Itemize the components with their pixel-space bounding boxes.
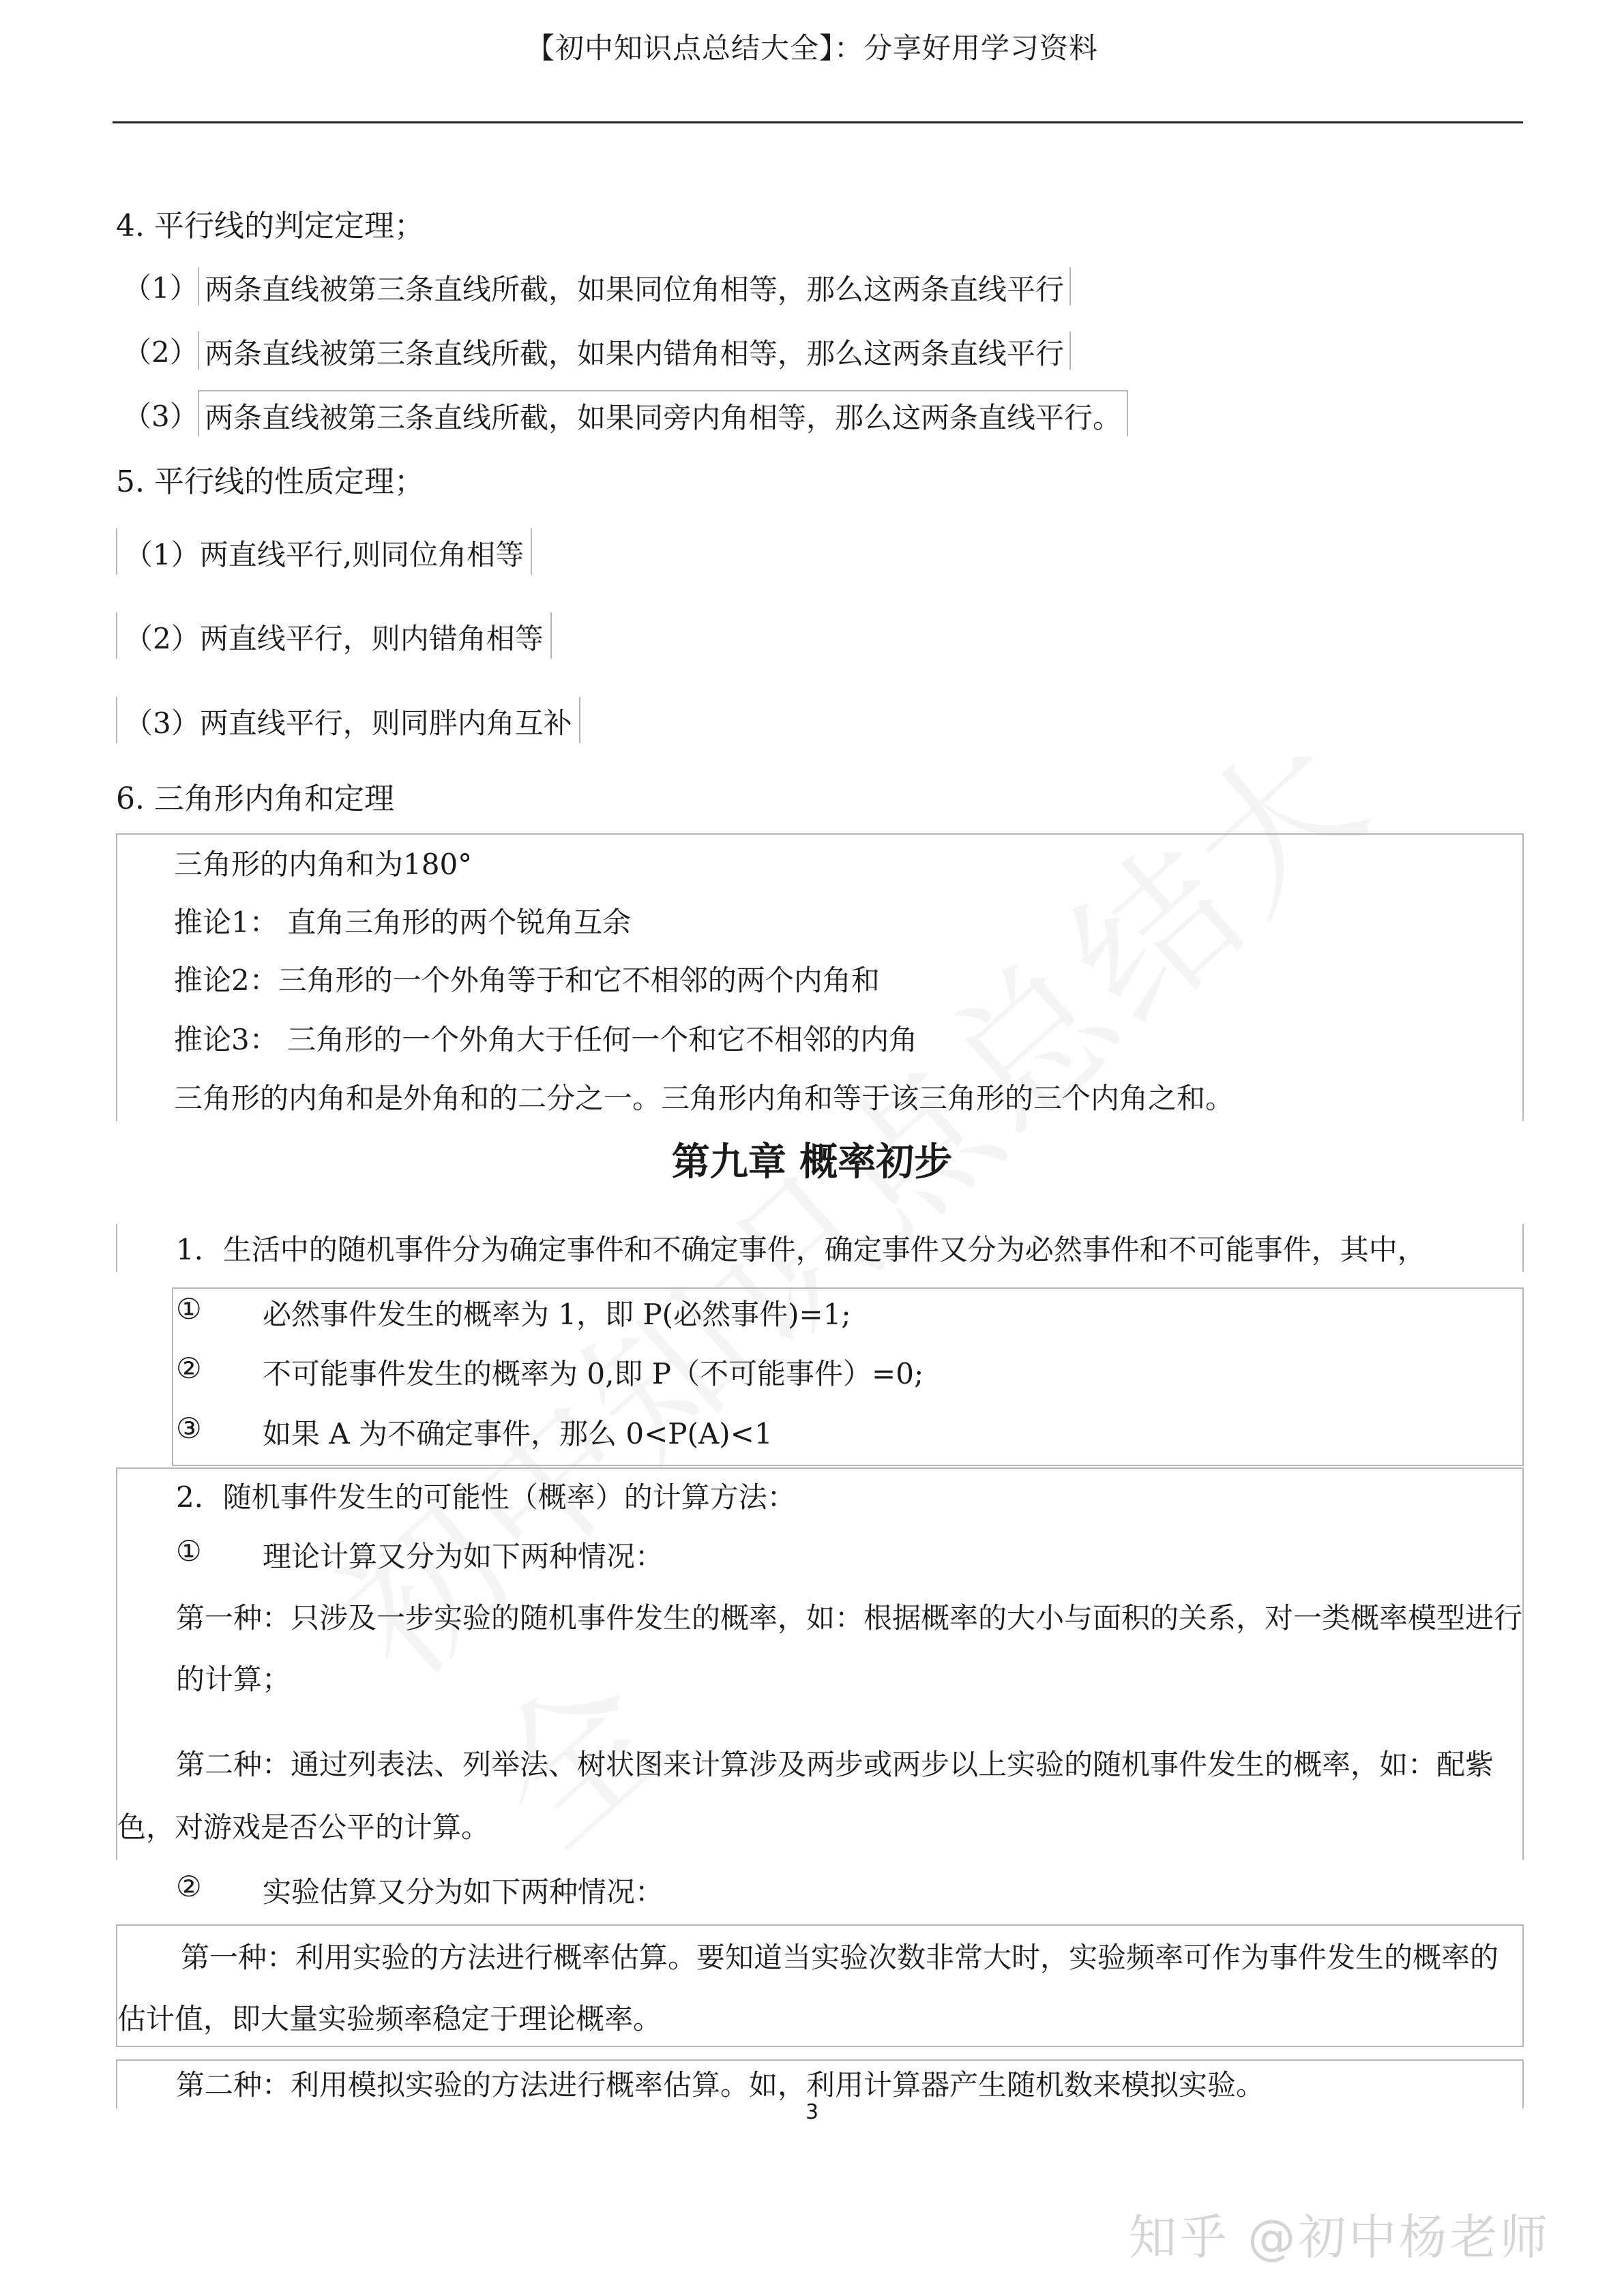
section-6-title: 6. 三角形内角和定理 <box>116 781 394 816</box>
ch9-p1-item-3: 如果 A 为不确定事件，那么 0<P(A)<1 <box>263 1417 773 1450</box>
ch9-p2-exp1-a: 第一种：利用实验的方法进行概率估算。要知道当实验次数非常大时，实验频率可作为事件发生的概率的 <box>181 1941 1499 1974</box>
ch9-p1-item-1-num: ① <box>176 1292 202 1326</box>
section-4-title: 4. 平行线的判定定理； <box>116 209 424 243</box>
page-number: 3 <box>805 2100 819 2124</box>
ch9-p2-first-b: 的计算； <box>176 1663 291 1696</box>
s4-item-2-num: （2） <box>123 336 198 369</box>
ch9-p2-first-a: 第一种：只涉及一步实验的随机事件发生的概率，如：根据概率的大小与面积的关系，对一类概率模型进行 <box>176 1601 1523 1635</box>
s5-item-1 <box>116 528 532 575</box>
chapter-title: 第九章 概率初步 <box>671 1139 953 1184</box>
section-5-title: 5. 平行线的性质定理； <box>116 464 424 499</box>
s6-line-2: 推论1： 直角三角形的两个锐角互余 <box>174 906 632 939</box>
ch9-p2-title: 2．随机事件发生的可能性（概率）的计算方法： <box>176 1480 796 1514</box>
ch9-p1: 1．生活中的随机事件分为确定事件和不确定事件，确定事件又分为必然事件和不可能事件，其中， <box>176 1233 1426 1266</box>
ch9-p2-second-a: 第二种：通过列表法、列举法、树状图来计算涉及两步或两步以上实验的随机事件发生的概率，如：配紫 <box>176 1748 1494 1781</box>
ch9-p2-exp2: 第二种：利用模拟实验的方法进行概率估算。如，利用计算器产生随机数来模拟实验。 <box>176 2068 1265 2102</box>
s4-item-1-text: 两条直线被第三条直线所截，如果同位角相等，那么这两条直线平行 <box>205 273 1065 306</box>
s4-item-3-text: 两条直线被第三条直线所截，如果同旁内角相等，那么这两条直线平行。 <box>205 401 1122 434</box>
s6-line-4: 推论3： 三角形的一个外角大于任何一个和它不相邻的内角 <box>174 1023 918 1056</box>
ch9-p2-item-1-num: ① <box>176 1534 202 1568</box>
s6-line-5: 三角形的内角和是外角和的二分之一。三角形内角和等于该三角形的三个内角之和。 <box>174 1082 1235 1115</box>
s5-item-1-text: （1）两直线平行,则同位角相等 <box>124 538 525 571</box>
s4-item-2-text: 两条直线被第三条直线所截，如果内错角相等，那么这两条直线平行 <box>205 337 1065 370</box>
page-header: 【初中知识点总结大全】：分享好用学习资料 <box>525 31 1098 65</box>
s4-item-3 <box>198 390 1128 436</box>
header-rule <box>113 121 1523 123</box>
s4-item-1-num: （1） <box>123 271 198 305</box>
ch9-p1-item-2-num: ② <box>176 1352 202 1385</box>
ch9-p2-item-1: 理论计算又分为如下两种情况： <box>263 1540 664 1573</box>
s5-item-2-text: （2）两直线平行，则内错角相等 <box>124 622 544 655</box>
s5-item-3-text: （3）两直线平行，则同胖内角互补 <box>124 706 572 740</box>
s4-item-2 <box>198 331 1071 370</box>
ch9-p1-item-1: 必然事件发生的概率为 1，即 P(必然事件)=1; <box>263 1298 851 1331</box>
ch9-p2-item-2-num: ② <box>176 1870 202 1903</box>
zhihu-watermark-logo: 知乎 @初中杨老师 <box>1129 2209 1551 2265</box>
ch9-p1-item-3-num: ③ <box>176 1412 202 1445</box>
ch9-p2-second-b: 色，对游戏是否公平的计算。 <box>117 1810 490 1844</box>
ch9-p2-exp1-b: 估计值，即大量实验频率稳定于理论概率。 <box>117 2002 662 2036</box>
s6-line-3: 推论2：三角形的一个外角等于和它不相邻的两个内角和 <box>174 964 880 997</box>
s4-item-1 <box>198 267 1071 305</box>
s5-item-3 <box>116 697 580 743</box>
s4-item-3-num: （3） <box>123 400 198 433</box>
ch9-p2-item-2: 实验估算又分为如下两种情况： <box>263 1875 664 1909</box>
s6-line-1: 三角形的内角和为180° <box>174 848 473 881</box>
ch9-p1-item-2: 不可能事件发生的概率为 0,即 P（不可能事件）=0; <box>263 1357 924 1390</box>
s5-item-2 <box>116 612 552 659</box>
